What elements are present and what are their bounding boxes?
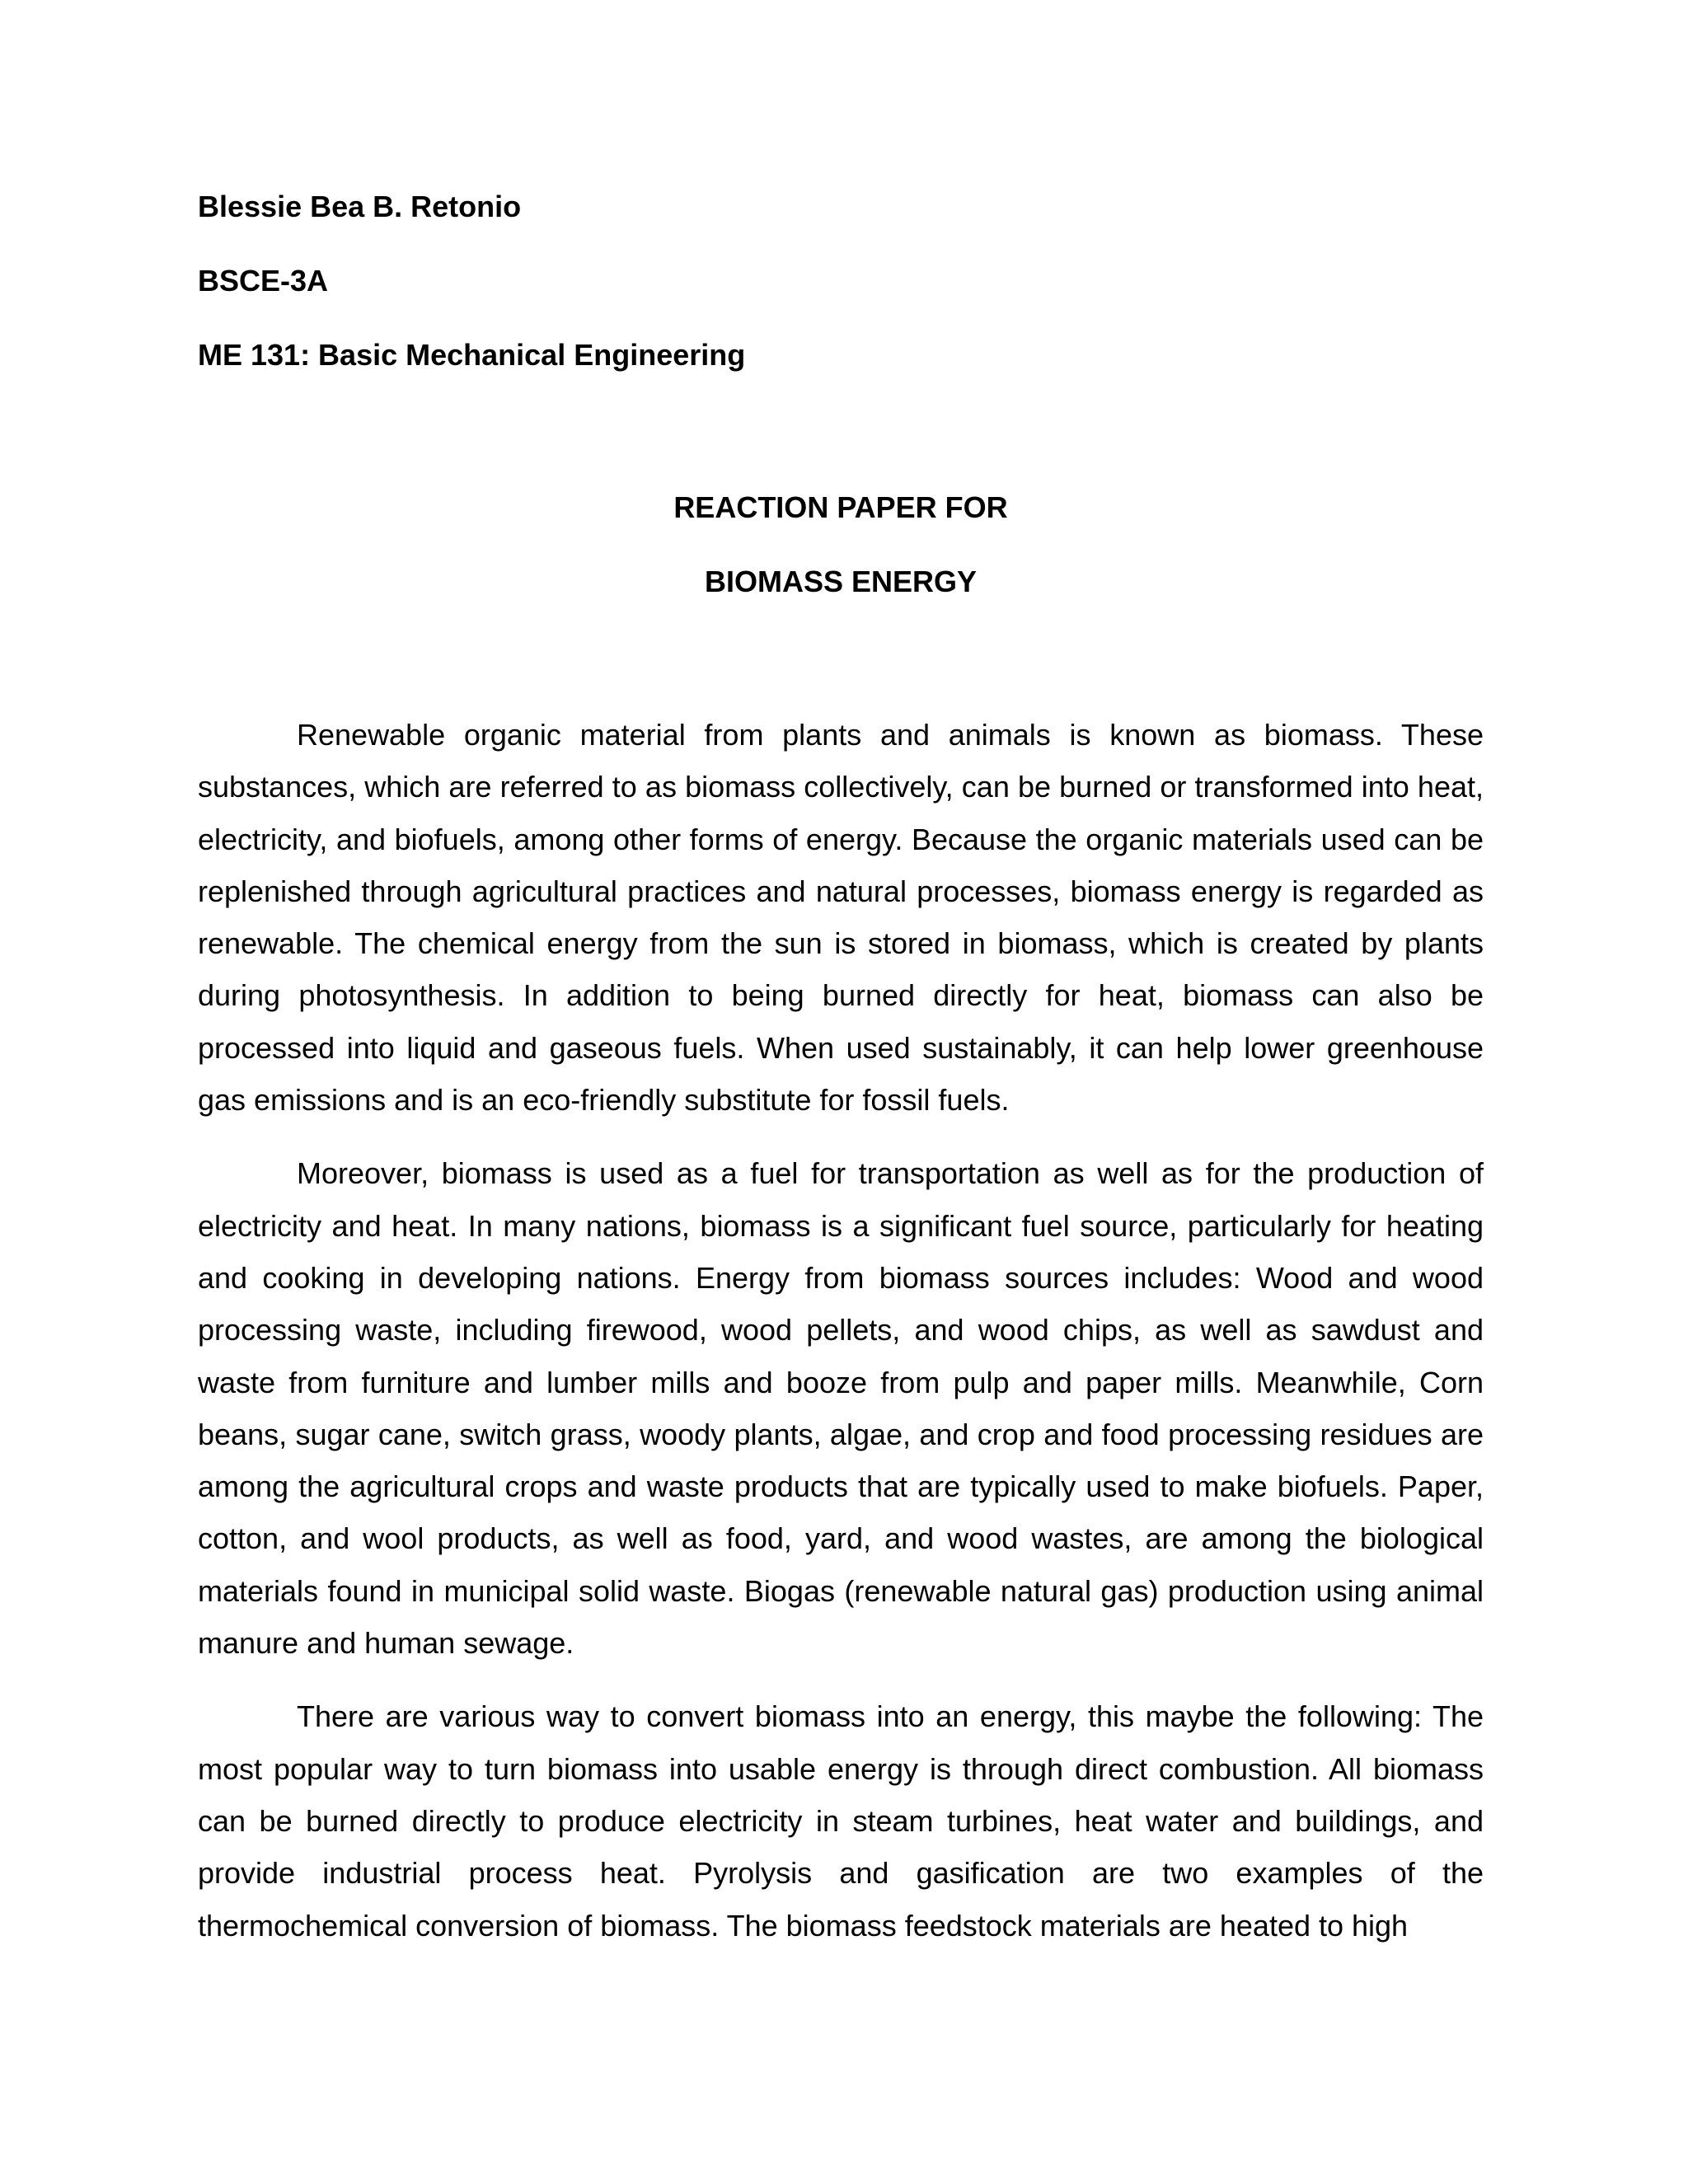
title-line-2: BIOMASS ENERGY (704, 565, 978, 598)
paragraph-3: There are various way to convert biomass into an energy, this maybe the following: The most popular way to turn biomass into usable energy is through direct combustion. All biomass can be burned directly to produce electricity in steam turbines, heat water and buildings, and provide industrial process heat. Pyrolysis and gasification are two examples of the thermochemical conversion of biomass. The biomass feedstock materials are heated to high (198, 1699, 1484, 1943)
author-name: Blessie Bea B. Retonio (198, 190, 522, 223)
author-header (198, 190, 1484, 412)
paragraph-1: Renewable organic material from plants and animals is known as biomass. These substances, which are referred to as biomass collectively, can be burned or transformed into heat, electricity, and biofuels, among other forms of energy. Because the organic materials used can be replenished through agricultural practices and natural processes, biomass energy is regarded as renewable. The chemical energy from the sun is stored in biomass, which is created by plants during photosynthesis. In addition to being burned directly for heat, biomass can also be processed into liquid and gaseous fuels. When used sustainably, it can help lower greenhouse gas emissions and is an eco-friendly substitute for fossil fuels. (198, 718, 1484, 1118)
title-line-1: REACTION PAPER FOR (673, 490, 1008, 524)
paragraph-2: Moreover, biomass is used as a fuel for transportation as well as for the production of electricity and heat. In many nations, biomass is a significant fuel source, particularly for heating and cooking in developing nations. Energy from biomass sources includes: Wood and wood processing waste, including firewood, wood pellets, and wood chips, as well as sawdust and waste from furniture and lumber mills and booze from pulp and paper mills. Meanwhile, Corn beans, sugar cane, switch grass, woody plants, algae, and crop and food processing residues are among the agricultural crops and waste products that are typically used to make biofuels. Paper, cotton, and wool products, as well as food, yard, and wood wastes, are among the biological materials found in municipal solid waste. Biogas (renewable natural gas) production using animal manure and human sewage. (198, 1156, 1484, 1661)
paper-body (198, 709, 1484, 1973)
author-section: BSCE-3A (198, 264, 329, 298)
course-title: ME 131: Basic Mechanical Engineering (198, 338, 746, 372)
paper-title (198, 490, 1484, 639)
